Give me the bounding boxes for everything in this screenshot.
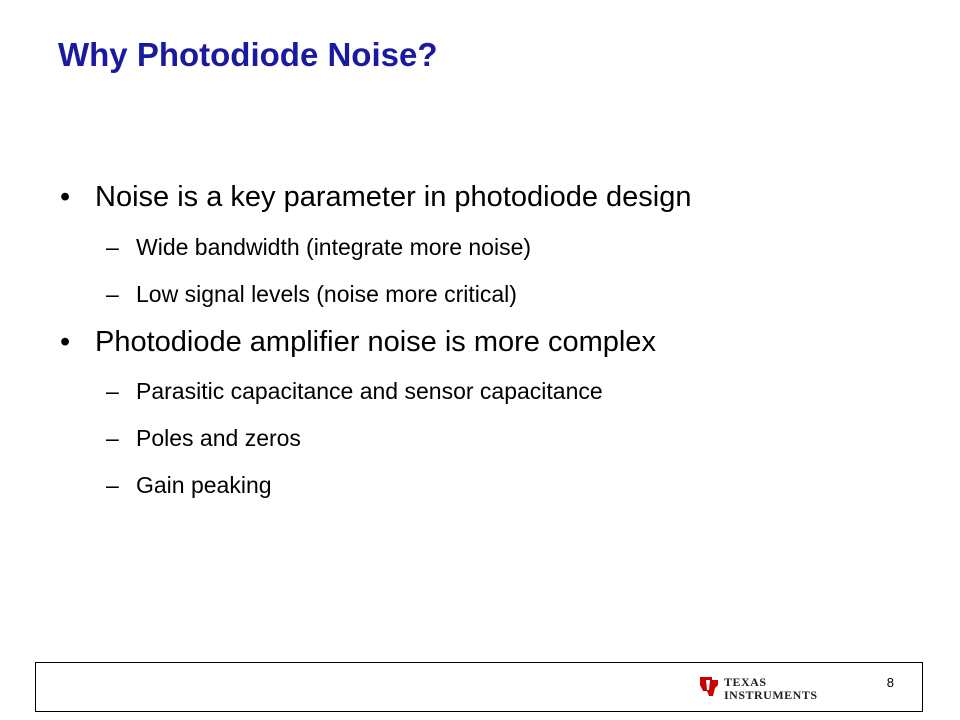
- slide-title: Why Photodiode Noise?: [58, 36, 438, 73]
- sub-bullet-text: Poles and zeros: [136, 425, 301, 451]
- sub-bullet-marker: –: [106, 234, 119, 260]
- texas-instruments-logo: [697, 671, 827, 705]
- bullet-text: Photodiode amplifier noise is more complex: [95, 326, 656, 358]
- sub-bullet-text: Wide bandwidth (integrate more noise): [136, 234, 532, 260]
- sub-bullet-marker: –: [106, 281, 119, 307]
- sub-bullet-marker: –: [106, 472, 119, 498]
- logo-text-line2: INSTRUMENTS: [724, 688, 818, 702]
- bullet-marker: •: [60, 181, 71, 213]
- logo-text-line1: TEXAS: [724, 675, 767, 689]
- page-number: 8: [886, 675, 894, 690]
- sub-bullet-text: Gain peaking: [136, 472, 272, 498]
- texas-instruments-logo-icon: [697, 674, 721, 700]
- footer-bar: [35, 662, 923, 712]
- sub-bullet-marker: –: [106, 378, 119, 404]
- bullet-marker: •: [60, 326, 71, 358]
- sub-bullet-text: Parasitic capacitance and sensor capacitance: [136, 378, 603, 404]
- bullet-text: Noise is a key parameter in photodiode design: [95, 181, 692, 213]
- sub-bullet-marker: –: [106, 425, 119, 451]
- sub-bullet-text: Low signal levels (noise more critical): [136, 281, 517, 307]
